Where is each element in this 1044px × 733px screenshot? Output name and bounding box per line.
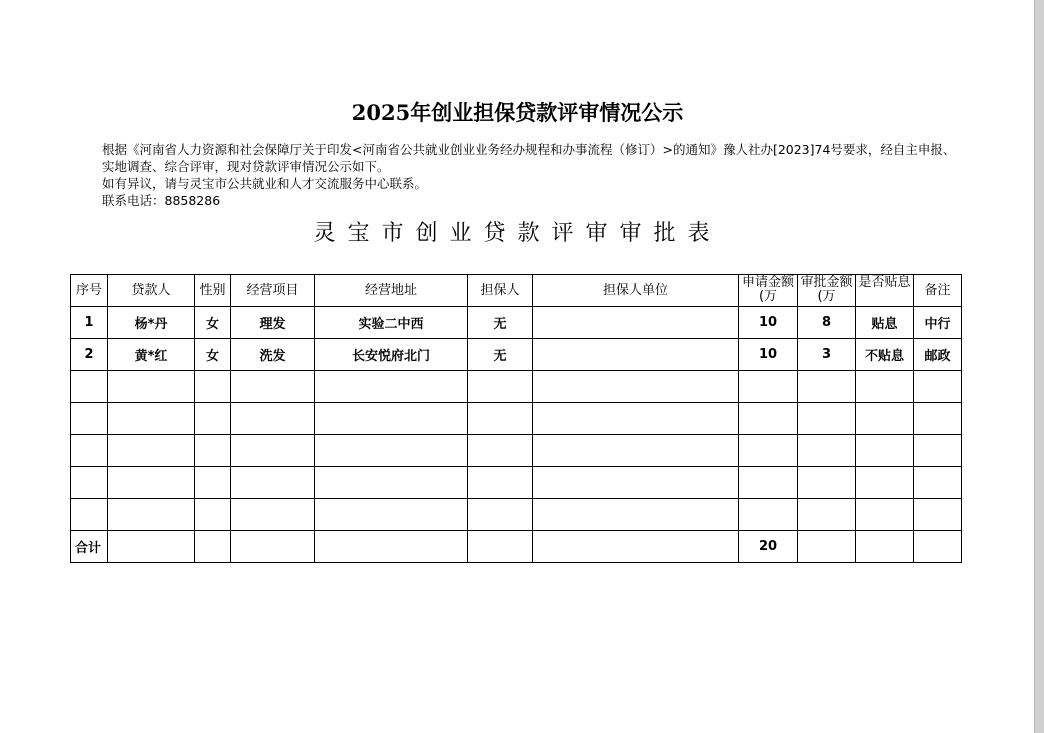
cell-business	[231, 371, 315, 403]
page-title: 2025年创业担保贷款评审情况公示	[351, 100, 684, 125]
cell-approved-amount	[798, 371, 856, 403]
cell-guarantor: 无	[468, 307, 533, 339]
cell-borrower	[108, 499, 195, 531]
cell-index	[71, 371, 108, 403]
cell-guarantor-unit	[533, 499, 739, 531]
cell-applied-amount	[739, 499, 798, 531]
header-applied-amount: 申请金额(万	[739, 275, 798, 307]
cell-gender	[195, 499, 231, 531]
cell-index	[71, 467, 108, 499]
cell-business: 洗发	[231, 339, 315, 371]
cell-approved-amount	[798, 467, 856, 499]
cell-subsidy	[856, 499, 914, 531]
cell-address: 长安悦府北门	[315, 339, 468, 371]
cell-address	[315, 371, 468, 403]
header-gender: 性别	[195, 275, 231, 307]
cell-subsidy: 贴息	[856, 307, 914, 339]
cell-guarantor	[468, 371, 533, 403]
cell-gender: 女	[195, 307, 231, 339]
cell-guarantor-unit	[533, 371, 739, 403]
cell-remark: 邮政	[914, 339, 962, 371]
cell-applied-amount	[739, 435, 798, 467]
table-row	[71, 435, 962, 467]
cell-approved-amount	[798, 403, 856, 435]
header-guarantor-unit: 担保人单位	[533, 275, 739, 307]
header-remark: 备注	[914, 275, 962, 307]
cell-guarantor: 无	[468, 339, 533, 371]
table-body	[71, 307, 962, 563]
cell-borrower	[108, 467, 195, 499]
table-row	[71, 467, 962, 499]
cell-index	[71, 435, 108, 467]
cell-guarantor-unit	[533, 467, 739, 499]
cell-approved-amount: 8	[798, 307, 856, 339]
header-borrower: 贷款人	[108, 275, 195, 307]
cell-address	[315, 403, 468, 435]
cell-gender: 女	[195, 339, 231, 371]
cell-borrower	[108, 371, 195, 403]
cell-gender	[195, 435, 231, 467]
total-cell-business	[231, 531, 315, 563]
table-header-row	[71, 275, 962, 307]
total-cell-subsidy	[856, 531, 914, 563]
cell-subsidy	[856, 403, 914, 435]
cell-business	[231, 435, 315, 467]
header-subsidy: 是否贴息	[856, 275, 914, 307]
cell-business: 理发	[231, 307, 315, 339]
table-row	[71, 371, 962, 403]
table-row	[71, 403, 962, 435]
cell-applied-amount	[739, 403, 798, 435]
total-cell-gender	[195, 531, 231, 563]
cell-remark	[914, 371, 962, 403]
total-row	[71, 531, 962, 563]
cell-approved-amount	[798, 499, 856, 531]
cell-guarantor-unit	[533, 339, 739, 371]
cell-index	[71, 403, 108, 435]
header-business: 经营项目	[231, 275, 315, 307]
total-cell-remark	[914, 531, 962, 563]
cell-guarantor	[468, 467, 533, 499]
table-row	[71, 499, 962, 531]
approval-table	[70, 274, 962, 563]
cell-approved-amount: 3	[798, 339, 856, 371]
window-edge	[1035, 0, 1044, 733]
total-cell-applied-amount: 20	[739, 531, 798, 563]
total-cell-borrower	[108, 531, 195, 563]
header-index: 序号	[71, 275, 108, 307]
objection-note: 如有异议，请与灵宝市公共就业和人才交流服务中心联系。	[102, 176, 428, 191]
cell-borrower: 黄*红	[108, 339, 195, 371]
contact-phone: 联系电话：8858286	[102, 193, 221, 208]
total-label: 合计	[71, 531, 108, 563]
header-address: 经营地址	[315, 275, 468, 307]
cell-remark: 中行	[914, 307, 962, 339]
total-cell-guarantor-unit	[533, 531, 739, 563]
cell-index: 2	[71, 339, 108, 371]
cell-guarantor-unit	[533, 307, 739, 339]
cell-index	[71, 499, 108, 531]
cell-borrower	[108, 403, 195, 435]
table-row	[71, 307, 962, 339]
cell-business	[231, 403, 315, 435]
table-row	[71, 339, 962, 371]
cell-guarantor	[468, 435, 533, 467]
cell-approved-amount	[798, 435, 856, 467]
cell-address: 实验二中西	[315, 307, 468, 339]
cell-applied-amount: 10	[739, 339, 798, 371]
cell-subsidy: 不贴息	[856, 339, 914, 371]
cell-gender	[195, 467, 231, 499]
cell-applied-amount: 10	[739, 307, 798, 339]
cell-address	[315, 467, 468, 499]
cell-index: 1	[71, 307, 108, 339]
intro-paragraph: 根据《河南省人力资源和社会保障厅关于印发<河南省公共就业创业业务经办规程和办事流程（修订）>的通知》豫人社办[2023]74号要求，经自主申报、实地调查、综合评审，现对贷款评审情况公示如下。	[102, 142, 956, 174]
cell-applied-amount	[739, 467, 798, 499]
cell-guarantor	[468, 499, 533, 531]
header-approved-amount: 审批金额(万	[798, 275, 856, 307]
total-cell-guarantor	[468, 531, 533, 563]
cell-applied-amount	[739, 371, 798, 403]
table-title: 灵宝市创业贷款评审审批表	[313, 221, 722, 246]
cell-address	[315, 499, 468, 531]
cell-gender	[195, 371, 231, 403]
cell-subsidy	[856, 435, 914, 467]
cell-subsidy	[856, 371, 914, 403]
cell-guarantor-unit	[533, 403, 739, 435]
cell-business	[231, 467, 315, 499]
cell-remark	[914, 467, 962, 499]
header-guarantor: 担保人	[468, 275, 533, 307]
cell-guarantor-unit	[533, 435, 739, 467]
cell-borrower: 杨*丹	[108, 307, 195, 339]
cell-address	[315, 435, 468, 467]
cell-guarantor	[468, 403, 533, 435]
cell-subsidy	[856, 467, 914, 499]
intro-text	[74, 141, 964, 209]
cell-remark	[914, 499, 962, 531]
cell-borrower	[108, 435, 195, 467]
cell-remark	[914, 435, 962, 467]
cell-remark	[914, 403, 962, 435]
cell-gender	[195, 403, 231, 435]
cell-business	[231, 499, 315, 531]
total-cell-approved-amount	[798, 531, 856, 563]
total-cell-address	[315, 531, 468, 563]
